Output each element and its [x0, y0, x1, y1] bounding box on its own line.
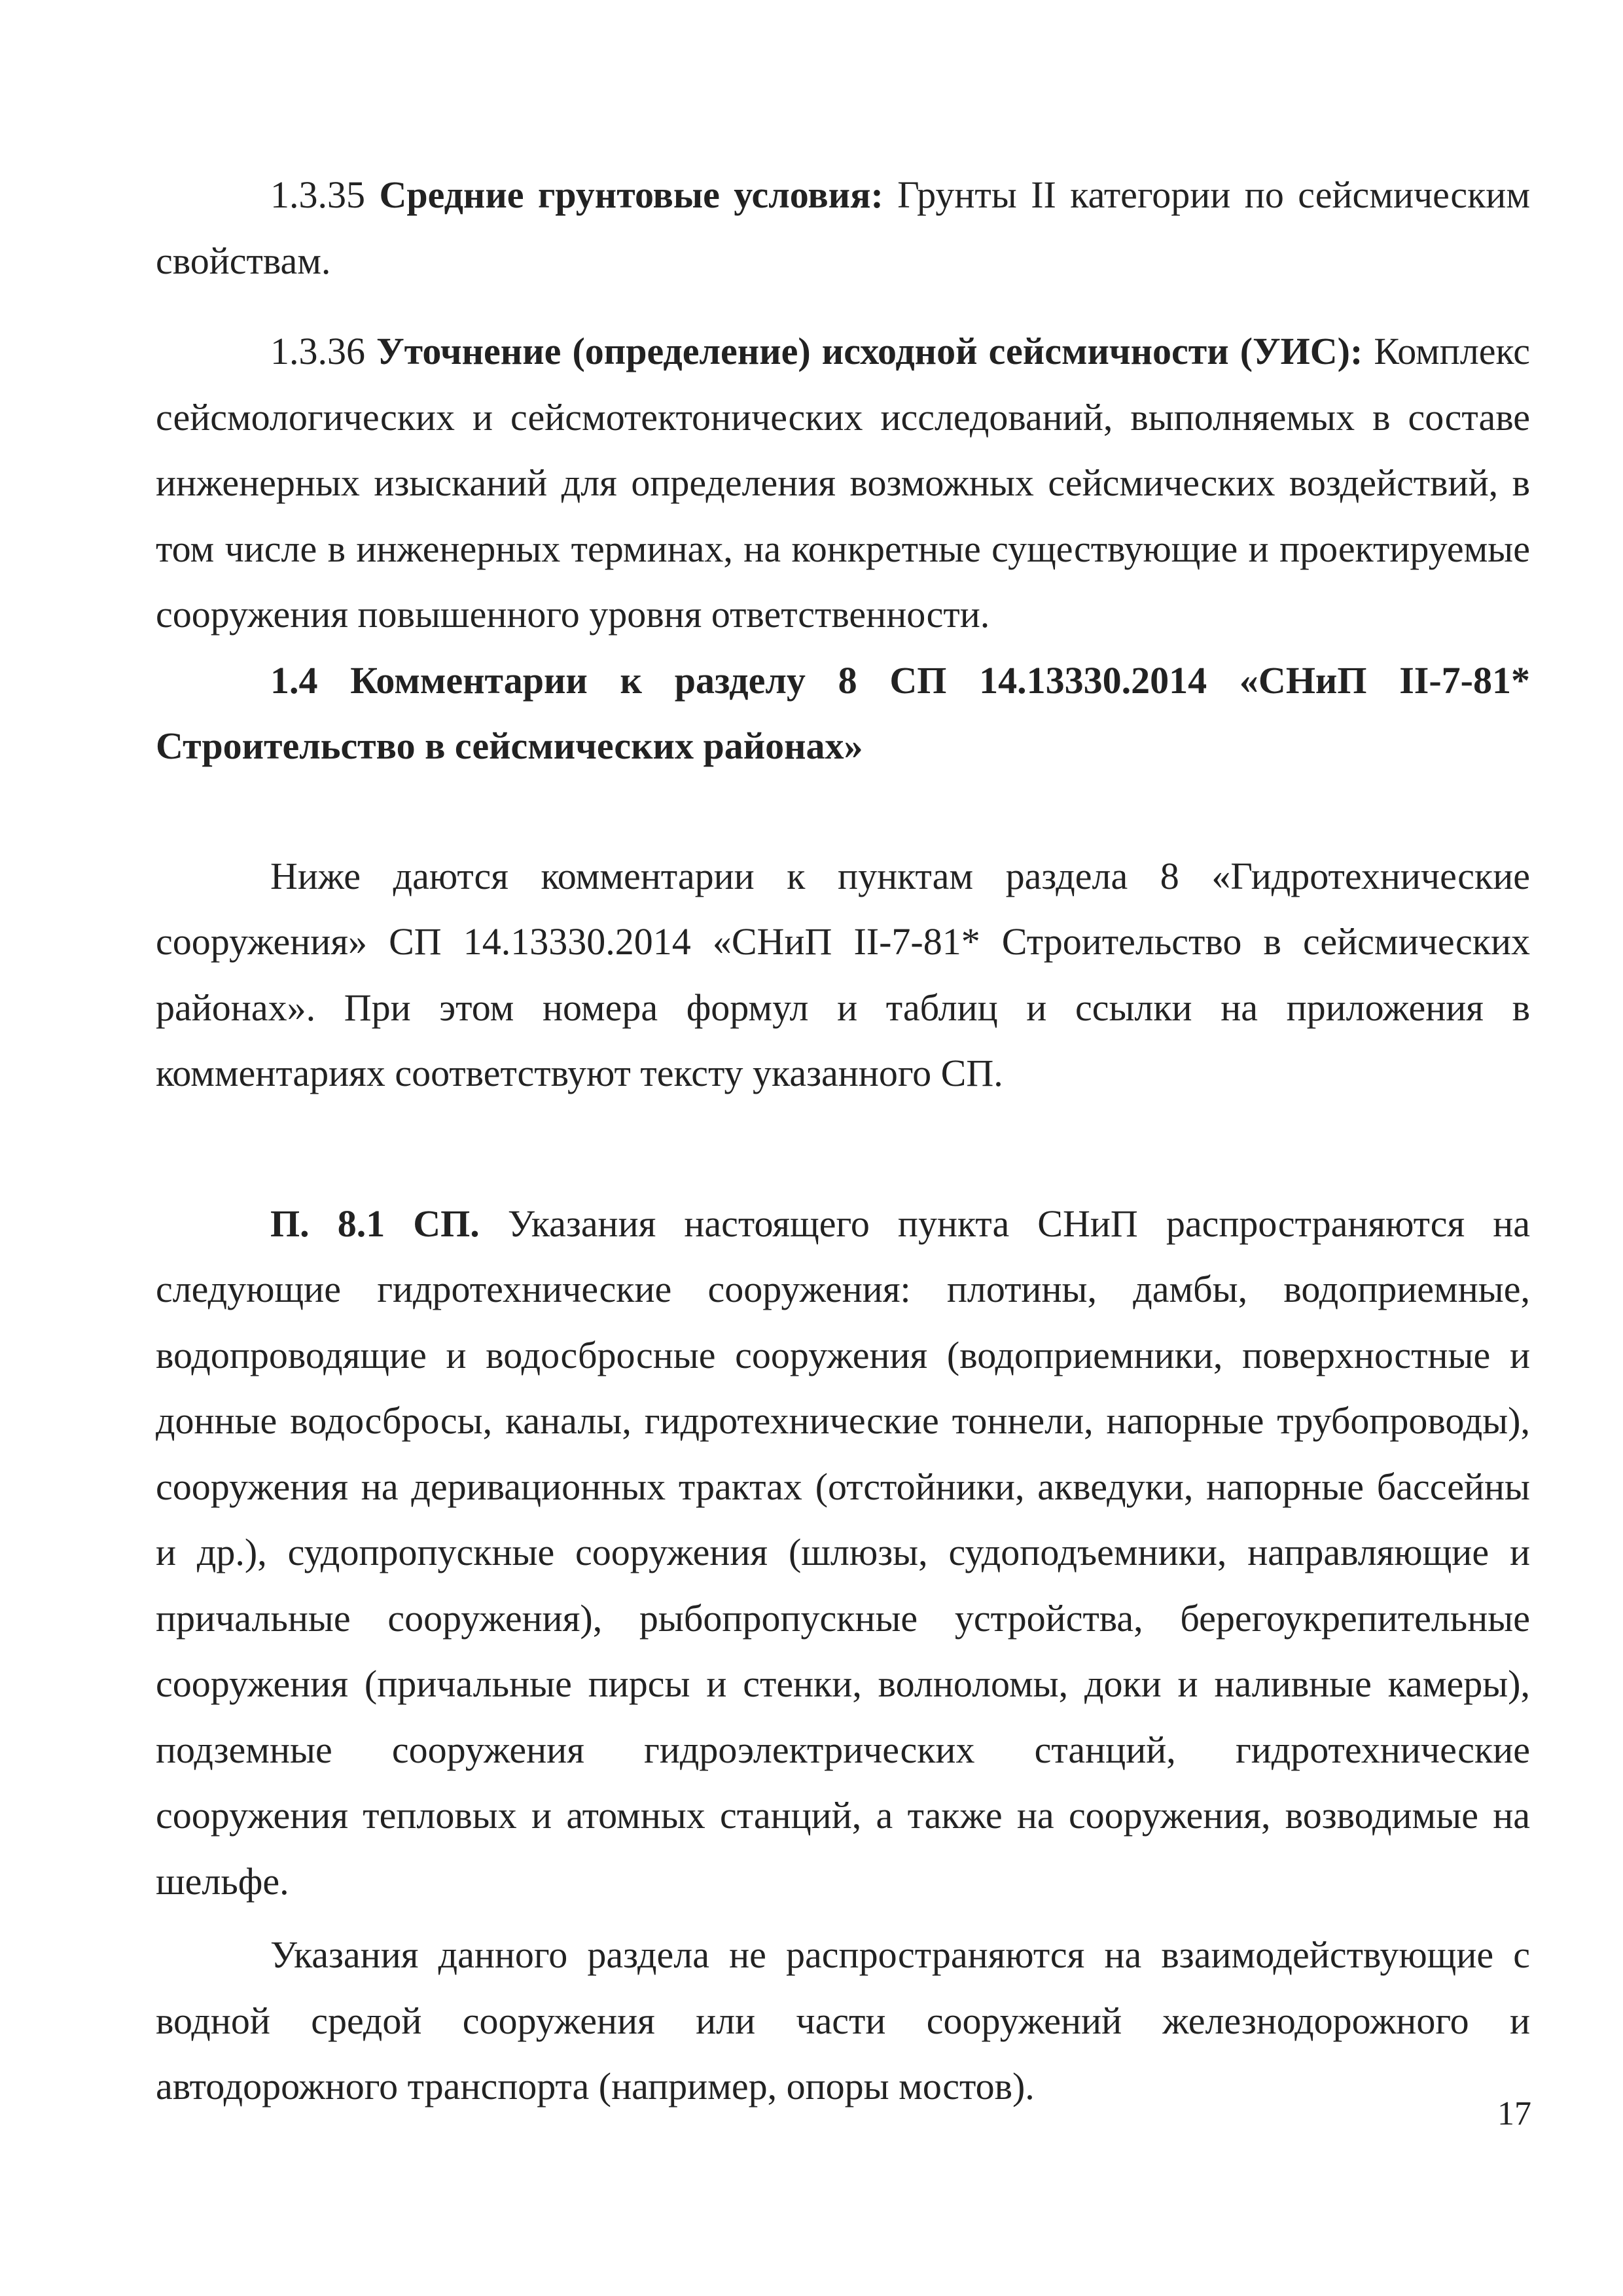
- document-page: [156, 162, 1530, 2120]
- clause-term: Уточнение (определение) исходной сейсмичности (УИС):: [376, 330, 1363, 372]
- clause-8-1: [156, 1191, 1530, 1915]
- page-number: 17: [1497, 2095, 1531, 2132]
- scope-exclusion-paragraph: Указания данного раздела не распространяются на взаимодействующие с водной средой сооружения или части сооружений железнодорожного и автодорожного транспорта (например, опоры мостов).: [156, 1933, 1530, 2108]
- clause-1-3-36: [156, 319, 1530, 648]
- clause-number: 1.3.36: [270, 330, 365, 372]
- intro-paragraph: Ниже даются комментарии к пунктам раздела 8 «Гидротехнические сооружения» СП 14.13330.2014 «СНиП II-7-81* Строительство в сейсмических районах». При этом номера формул и таблиц и ссылки на приложения в комментариях соответствуют тексту указанного СП.: [156, 854, 1530, 1094]
- clause-text: Указания настоящего пункта СНиП распространяются на следующие гидротехнические сооружения: плотины, дамбы, водоприемные, водопроводящие и водосбросные сооружения (водоприемники, поверхностные и донные водосбросы, каналы, гидротехнические тоннели, напорные трубопроводы), сооружения на деривационных трактах (отстойники, акведуки, напорные бассейны и др.), судопропускные сооружения (шлюзы, судоподъемники, направляющие и причальные сооружения), рыбопропускные устройства, берегоукрепительные сооружения (причальные пирсы и стенки, волноломы, доки и наливные камеры), подземные сооружения гидроэлектрических станций, гидротехнические сооружения тепловых и атомных станций, а также на сооружения, возводимые на шельфе.: [156, 1202, 1531, 1903]
- clause-label: П. 8.1 СП.: [270, 1202, 480, 1245]
- clause-term: Средние грунтовые условия:: [379, 173, 883, 216]
- section-heading: 1.4 Комментарии к разделу 8 СП 14.13330.2014 «СНиП II-7-81* Строительство в сейсмических районах»: [156, 658, 1530, 767]
- clause-number: 1.3.35: [270, 173, 365, 216]
- clause-text: Комплекс сейсмологических и сейсмотектонических исследований, выполняемых в составе инженерных изысканий для определения возможных сейсмических воздействий, в том числе в инженерных терминах, на конкретные существующие и проектируемые сооружения повышенного уровня ответственности.: [156, 330, 1530, 636]
- clause-text: Грунты II категории по сейсмическим свойствам.: [156, 173, 1531, 282]
- clause-1-3-35: [156, 162, 1530, 294]
